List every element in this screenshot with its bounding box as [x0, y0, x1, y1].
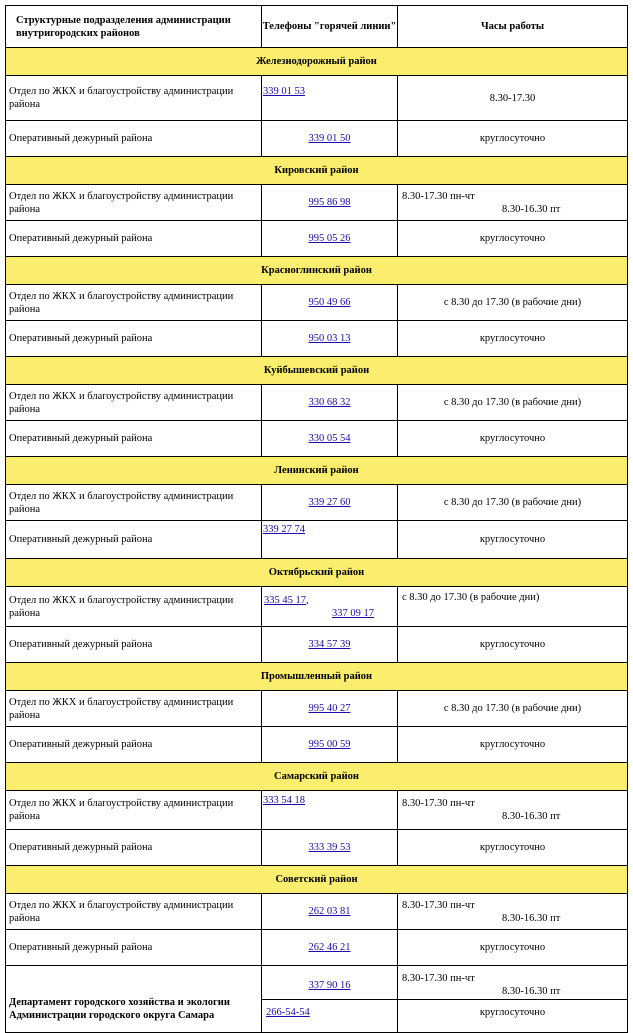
- header-phones: Телефоны "горячей линии": [262, 6, 398, 48]
- duty-phone-cell: [262, 121, 398, 157]
- department-phone-1-cell: [262, 972, 397, 1000]
- dept-phone-cell: [262, 185, 398, 221]
- dept-name: Отдел по ЖКХ и благоустройству администрации района: [6, 894, 262, 930]
- dept-phone-link[interactable]: 339 27 60: [308, 497, 351, 508]
- dept-hours: [398, 185, 628, 221]
- dept-name: Отдел по ЖКХ и благоустройству администрации района: [6, 285, 262, 321]
- dept-hours: с 8.30 до 17.30 (в рабочие дни): [398, 485, 628, 521]
- department-phone-cell: [262, 966, 398, 1033]
- table-row: [6, 930, 628, 966]
- duty-hours: круглосуточно: [398, 521, 628, 559]
- duty-name: Оперативный дежурный района: [6, 321, 262, 357]
- district-name: Промышленный район: [6, 663, 628, 691]
- hotline-table-container: [5, 5, 627, 1033]
- dept-hours-friday: 8.30-16.30 пт: [502, 912, 561, 924]
- dept-hours-weekdays: 8.30-17.30 пн-чт: [402, 190, 475, 202]
- table-row: [6, 76, 628, 121]
- duty-phone-cell: [262, 421, 398, 457]
- dept-hours: 8.30-17.30: [398, 76, 628, 121]
- duty-phone-link[interactable]: 333 39 53: [308, 842, 351, 853]
- duty-hours: круглосуточно: [398, 221, 628, 257]
- duty-phone-link[interactable]: 330 05 54: [308, 433, 351, 444]
- duty-phone-cell: [262, 521, 398, 559]
- district-row: [6, 357, 628, 385]
- table-row: [6, 221, 628, 257]
- district-name: Советский район: [6, 866, 628, 894]
- duty-phone-link[interactable]: 995 00 59: [308, 739, 351, 750]
- duty-phone-cell: [262, 930, 398, 966]
- dept-hours-friday: 8.30-16.30 пт: [502, 203, 561, 215]
- dept-phone-cell: [262, 894, 398, 930]
- duty-phone-link[interactable]: 339 01 50: [308, 133, 351, 144]
- district-row: [6, 257, 628, 285]
- duty-phone-cell: [262, 321, 398, 357]
- dept-phone-link[interactable]: 335 45 17: [264, 594, 306, 606]
- table-row: [6, 121, 628, 157]
- dept-phone-cell: [262, 791, 398, 830]
- hotline-table: [5, 5, 628, 1033]
- duty-phone-cell: [262, 221, 398, 257]
- duty-hours: круглосуточно: [398, 421, 628, 457]
- table-row: [6, 791, 628, 830]
- duty-name: Оперативный дежурный района: [6, 930, 262, 966]
- dept-name: Отдел по ЖКХ и благоустройству администрации района: [6, 385, 262, 421]
- district-name: Железнодорожный район: [6, 48, 628, 76]
- district-name: Куйбышевский район: [6, 357, 628, 385]
- dept-name: Отдел по ЖКХ и благоустройству администрации района: [6, 691, 262, 727]
- dept-phone-link[interactable]: 333 54 18: [263, 795, 305, 806]
- dept-name: Отдел по ЖКХ и благоустройству администрации района: [6, 791, 262, 830]
- duty-hours: круглосуточно: [398, 321, 628, 357]
- dept-hours-weekdays: 8.30-17.30 пн-чт: [402, 899, 475, 911]
- district-name: Красноглинский район: [6, 257, 628, 285]
- duty-hours: круглосуточно: [398, 727, 628, 763]
- dept-hours-weekdays: 8.30-17.30 пн-чт: [402, 798, 475, 809]
- department-hours-friday: 8.30-16.30 пт: [502, 986, 561, 997]
- department-phone-2-link[interactable]: 266-54-54: [266, 1007, 310, 1018]
- dept-name: Отдел по ЖКХ и благоустройству администрации района: [6, 485, 262, 521]
- district-row: [6, 763, 628, 791]
- department-hours-1: [398, 972, 627, 1000]
- dept-phone-cell: [262, 76, 398, 121]
- duty-name: Оперативный дежурный района: [6, 121, 262, 157]
- duty-phone-cell: [262, 627, 398, 663]
- table-row: [6, 587, 628, 627]
- table-row: [6, 830, 628, 866]
- duty-phone-link[interactable]: 339 27 74: [263, 524, 305, 535]
- dept-phone-cell: [262, 285, 398, 321]
- dept-phone-link[interactable]: 950 49 66: [308, 297, 351, 308]
- table-row: [6, 421, 628, 457]
- district-name: Самарский район: [6, 763, 628, 791]
- duty-hours: круглосуточно: [398, 627, 628, 663]
- dept-hours-friday: 8.30-16.30 пт: [502, 811, 561, 822]
- district-name: Кировский район: [6, 157, 628, 185]
- duty-name: Оперативный дежурный района: [6, 421, 262, 457]
- table-row: [6, 627, 628, 663]
- table-header-row: [6, 6, 628, 48]
- duty-hours: круглосуточно: [398, 830, 628, 866]
- district-name: Ленинский район: [6, 457, 628, 485]
- dept-hours: с 8.30 до 17.30 (в рабочие дни): [398, 587, 628, 627]
- duty-phone-link[interactable]: 334 57 39: [308, 639, 351, 650]
- department-hours-cell: [398, 966, 628, 1033]
- duty-phone-cell: [262, 830, 398, 866]
- dept-hours: [398, 894, 628, 930]
- dept-phone-link[interactable]: 995 86 98: [308, 197, 351, 208]
- table-row: [6, 521, 628, 559]
- dept-phone-cell: [262, 385, 398, 421]
- table-row: [6, 966, 628, 1033]
- duty-hours: круглосуточно: [398, 121, 628, 157]
- duty-name: Оперативный дежурный района: [6, 830, 262, 866]
- district-row: [6, 157, 628, 185]
- duty-name: Оперативный дежурный района: [6, 521, 262, 559]
- table-row: [6, 691, 628, 727]
- dept-hours: [398, 791, 628, 830]
- dept-name: Отдел по ЖКХ и благоустройству администрации района: [6, 185, 262, 221]
- dept-hours: с 8.30 до 17.30 (в рабочие дни): [398, 285, 628, 321]
- dept-phone-cell: 335 45 17, 337 09 17: [262, 587, 398, 627]
- dept-name: Отдел по ЖКХ и благоустройству администрации района: [6, 76, 262, 121]
- district-row: [6, 866, 628, 894]
- dept-phone-cell: [262, 485, 398, 521]
- table-row: [6, 727, 628, 763]
- dept-phone-link[interactable]: 995 40 27: [308, 703, 351, 714]
- duty-name: Оперативный дежурный района: [6, 221, 262, 257]
- dept-phone-link[interactable]: 262 03 81: [308, 906, 351, 917]
- duty-hours: круглосуточно: [398, 930, 628, 966]
- dept-phone-link[interactable]: 339 01 53: [263, 86, 305, 97]
- table-row: [6, 485, 628, 521]
- table-row: [6, 321, 628, 357]
- district-row: [6, 48, 628, 76]
- department-phone-2-cell: [262, 1000, 397, 1026]
- dept-phone-link[interactable]: 330 68 32: [308, 397, 351, 408]
- table-row: [6, 185, 628, 221]
- department-hours-2: круглосуточно: [479, 1007, 546, 1018]
- duty-phone-link[interactable]: 262 46 21: [308, 942, 351, 953]
- district-name: Октябрьский район: [6, 559, 628, 587]
- department-hours-weekdays: 8.30-17.30 пн-чт: [402, 973, 475, 984]
- duty-name: Оперативный дежурный района: [6, 627, 262, 663]
- dept-hours: с 8.30 до 17.30 (в рабочие дни): [398, 691, 628, 727]
- district-row: [6, 663, 628, 691]
- header-hours: Часы работы: [398, 6, 628, 48]
- table-row: [6, 385, 628, 421]
- header-units: Структурные подразделения администрации внутригородских районов: [6, 6, 262, 48]
- duty-name: Оперативный дежурный района: [6, 727, 262, 763]
- dept-hours: с 8.30 до 17.30 (в рабочие дни): [398, 385, 628, 421]
- dept-phone-link-2[interactable]: 337 09 17: [332, 607, 374, 619]
- duty-phone-link[interactable]: 950 03 13: [308, 333, 351, 344]
- department-name: Департамент городского хозяйства и экологии Администрации городского округа Самара: [6, 966, 262, 1033]
- dept-phone-cell: [262, 691, 398, 727]
- department-phone-1-link[interactable]: 337 90 16: [308, 980, 351, 991]
- duty-phone-cell: [262, 727, 398, 763]
- table-row: [6, 894, 628, 930]
- dept-name: Отдел по ЖКХ и благоустройству администрации района: [6, 587, 262, 627]
- district-row: [6, 559, 628, 587]
- duty-phone-link[interactable]: 995 05 26: [308, 233, 351, 244]
- table-row: [6, 285, 628, 321]
- district-row: [6, 457, 628, 485]
